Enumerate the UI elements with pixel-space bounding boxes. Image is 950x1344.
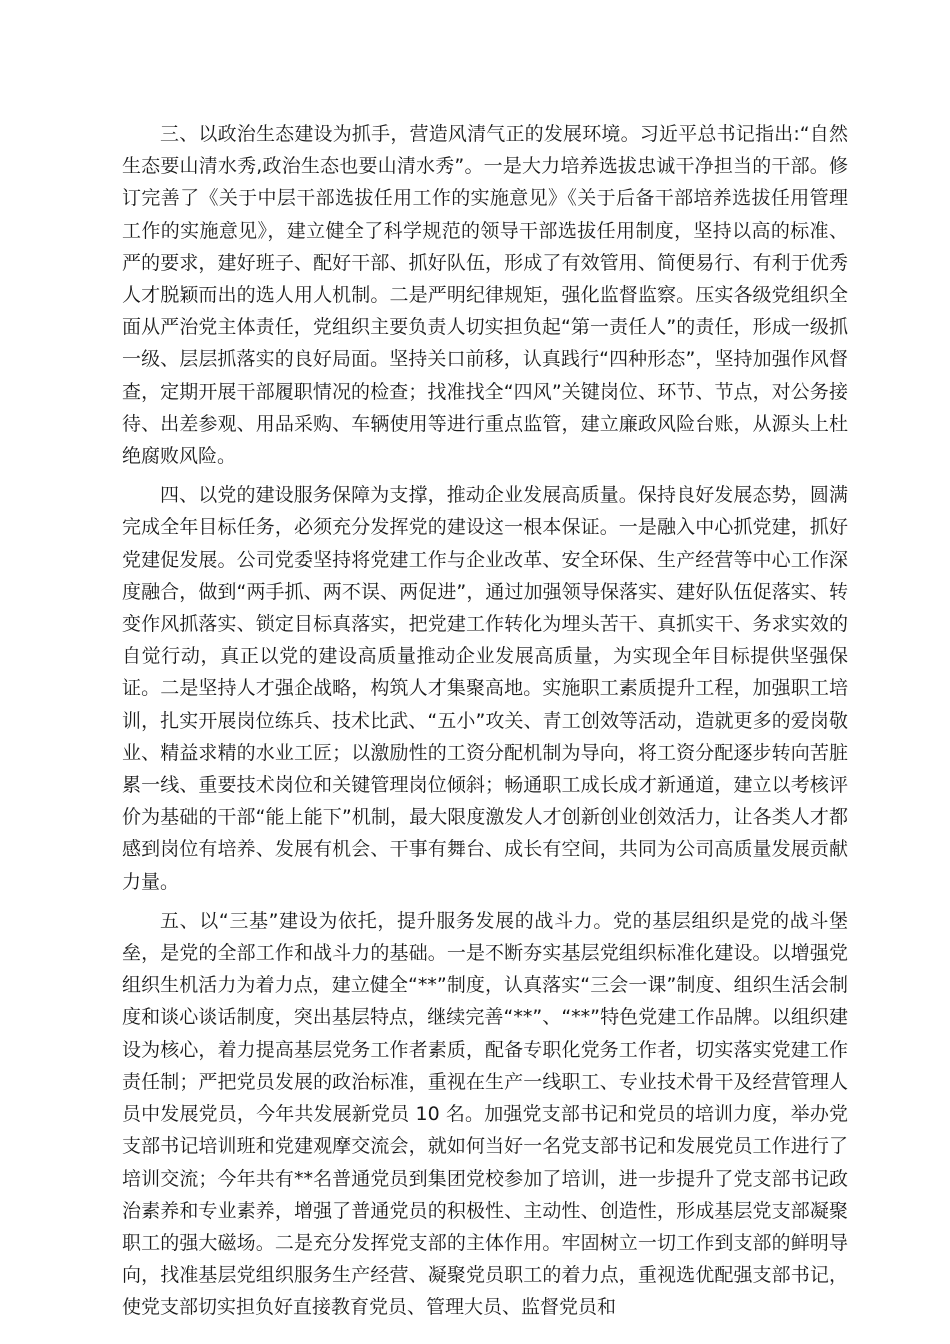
paragraph-ecology: 三、以政治生态建设为抓手，营造风清气正的发展环境。习近平总书记指出:“自然生态要山清水秀,政治生态也要山清水秀”。一是大力培养选拔忠诚干净担当的干部。修订完善了《关于中层干部选拔任用工作的实施意见》《关于后备干部培养选拔任用管理工作的实施意见》，建立健全了科学规范的领导干部选拔任用制度，坚持以高的标准、严的要求，建好班子、配好干部、抓好队伍，形成了有效管用、简便易行、有利于优秀人才脱颖而出的选人用人机制。二是严明纪律规矩，强化监督监察。压实各级党组织全面从严治党主体责任，党组织主要负责人切实担负起“第一责任人”的责任，形成一级抓一级、层层抓落实的良好局面。坚持关口前移，认真践行“四种形态”，坚持加强作风督查，定期开展干部履职情况的检查；找准找全“四风”关键岗位、环节、节点，对公务接待、出差参观、用品采购、车辆使用等进行重点监管，建立廉政风险台账，从源头上杜绝腐败风险。 [122,123,848,468]
paragraph-three-basics: 五、以“三基”建设为依托，提升服务发展的战斗力。党的基层组织是党的战斗堡垒，是党的全部工作和战斗力的基础。一是不断夯实基层党组织标准化建设。以增强党组织生机活力为着力点，建立健全“**”制度，认真落实“三会一课”制度、组织生活会制度和谈心谈话制度，突出基层特点，继续完善“**”、“**”特色党建工作品牌。以组织建设为核心，着力提高基层党务工作者素质，配备专职化党务工作者，切实落实党建工作责任制；严把党员发展的政治标准，重视在生产一线职工、专业技术骨干及经营管理人员中发展党员，今年共发展新党员 10 名。加强党支部书记和党员的培训力度，举办党支部书记培训班和党建观摩交流会，就如何当好一名党支部书记和发展党员工作进行了培训交流；今年共有**名普通党员到集团党校参加了培训，进一步提升了党支部书记政治素养和专业素养，增强了普通党员的积极性、主动性、创造性，形成基层党支部凝聚职工的强大磁场。二是充分发挥党支部的主体作用。牢固树立一切工作到支部的鲜明导向，找准基层党组织服务生产经营、凝聚党员职工的着力点，重视选优配强支部书记，使党支部切实担负好直接教育党员、管理大员、监督党员和 [122,909,848,1319]
paragraph-party-building-support: 四、以党的建设服务保障为支撑，推动企业发展高质量。保持良好发展态势，圆满完成全年目标任务，必须充分发挥党的建设这一根本保证。一是融入中心抓党建，抓好党建促发展。公司党委坚持将党建工作与企业改革、安全环保、生产经营等中心工作深度融合，做到“两手抓、两不误、两促进”，通过加强领导保落实、建好队伍促落实、转变作风抓落实、锁定目标真落实，把党建工作转化为埋头苦干、真抓实干、务求实效的自觉行动，真正以党的建设高质量推动企业发展高质量，为实现全年目标提供坚强保证。二是坚持人才强企战略，构筑人才集聚高地。实施职工素质提升工程，加强职工培训，扎实开展岗位练兵、技术比武、“五小”攻关、青工创效等活动，造就更多的爱岗敬业、精益求精的水业工匠；以激励性的工资分配机制为导向，将工资分配逐步转向苦脏累一线、重要技术岗位和关键管理岗位倾斜；畅通职工成长成才新通道，建立以考核评价为基础的干部“能上能下”机制，最大限度激发人才创新创业创效活力，让各类人才都感到岗位有培养、发展有机会、干事有舞台、成长有空间，共同为公司高质量发展贡献力量。 [122,484,848,893]
document-body [122,118,848,1331]
